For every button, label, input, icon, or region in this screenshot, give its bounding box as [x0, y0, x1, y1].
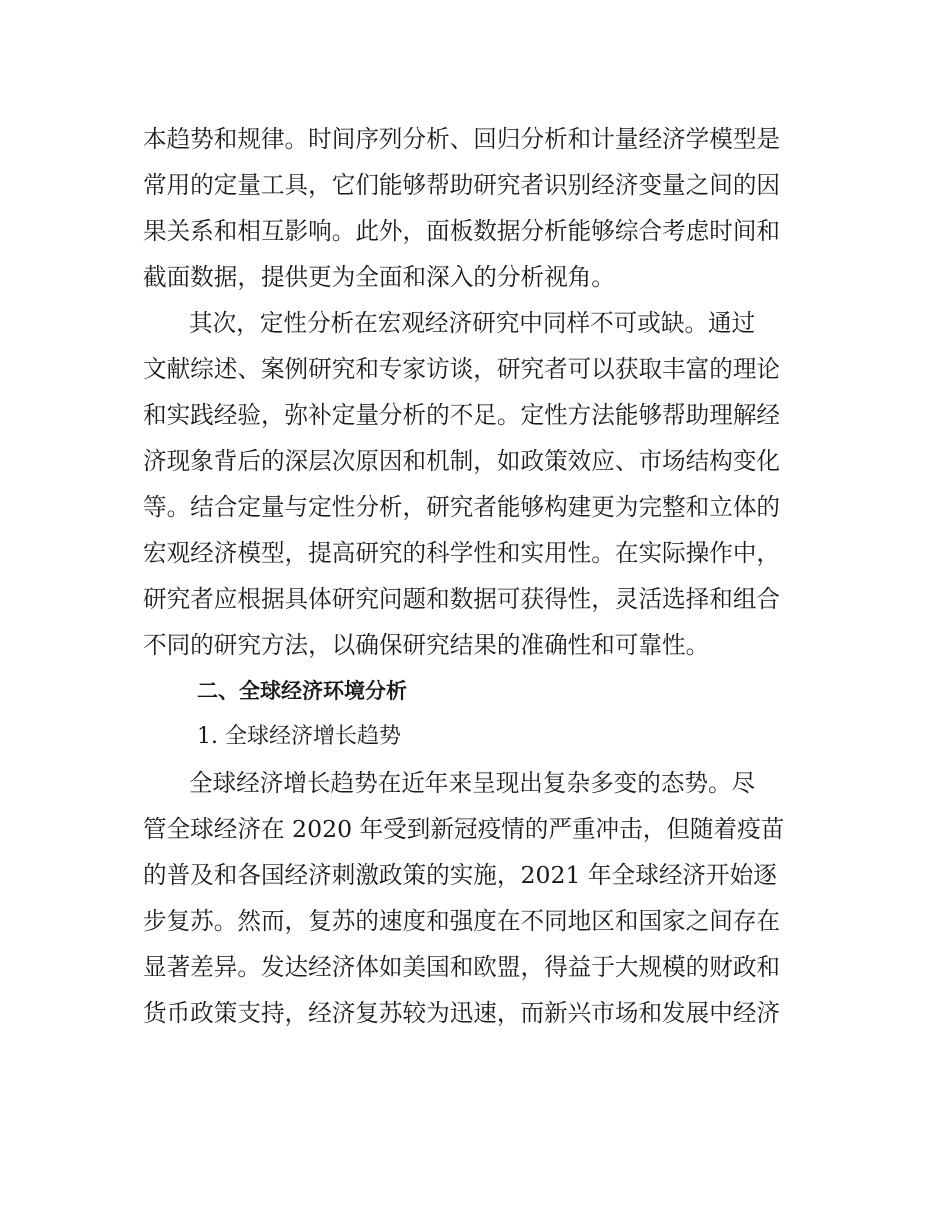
paragraph-line: 等。结合定量与定性分析，研究者能够构建更为完整和立体的	[143, 493, 781, 521]
paragraph-line: 的普及和各国经济刺激政策的实施，2021 年全球经济开始逐	[143, 861, 777, 889]
paragraph-line: 文献综述、案例研究和专家访谈，研究者可以获取丰富的理论	[143, 355, 781, 383]
paragraph-1	[143, 116, 815, 300]
section-heading: 二、全球经济环境分析	[197, 679, 407, 703]
paragraph-line: 截面数据，提供更为全面和深入的分析视角。	[143, 263, 615, 291]
paragraph-line: 研究者应根据具体研究问题和数据可获得性，灵活选择和组合	[143, 585, 781, 613]
paragraph-3	[143, 760, 815, 1036]
paragraph-line: 全球经济增长趋势在近年来呈现出复杂多变的态势。尽	[189, 769, 756, 797]
paragraph-line: 显著差异。发达经济体如美国和欧盟，得益于大规模的财政和	[143, 953, 781, 981]
paragraph-line: 货币政策支持，经济复苏较为迅速，而新兴市场和发展中经济	[143, 999, 781, 1027]
subsection-heading: 1. 全球经济增长趋势	[197, 724, 401, 749]
paragraph-line: 其次，定性分析在宏观经济研究中同样不可或缺。通过	[189, 309, 756, 337]
paragraph-2	[143, 300, 815, 668]
paragraph-line: 济现象背后的深层次原因和机制，如政策效应、市场结构变化	[143, 447, 781, 475]
paragraph-line: 宏观经济模型，提高研究的科学性和实用性。在实际操作中，	[143, 539, 781, 567]
paragraph-line: 和实践经验，弥补定量分析的不足。定性方法能够帮助理解经	[143, 401, 781, 429]
paragraph-line: 不同的研究方法，以确保研究结果的准确性和可靠性。	[143, 631, 710, 659]
paragraph-line: 常用的定量工具，它们能够帮助研究者识别经济变量之间的因	[143, 171, 781, 199]
paragraph-line: 本趋势和规律。时间序列分析、回归分析和计量经济学模型是	[143, 125, 781, 153]
paragraph-line: 步复苏。然而，复苏的速度和强度在不同地区和国家之间存在	[143, 907, 781, 935]
document-body	[143, 116, 815, 1036]
paragraph-line: 果关系和相互影响。此外，面板数据分析能够综合考虑时间和	[143, 217, 781, 245]
paragraph-line: 管全球经济在 2020 年受到新冠疫情的严重冲击，但随着疫苗	[143, 815, 785, 843]
